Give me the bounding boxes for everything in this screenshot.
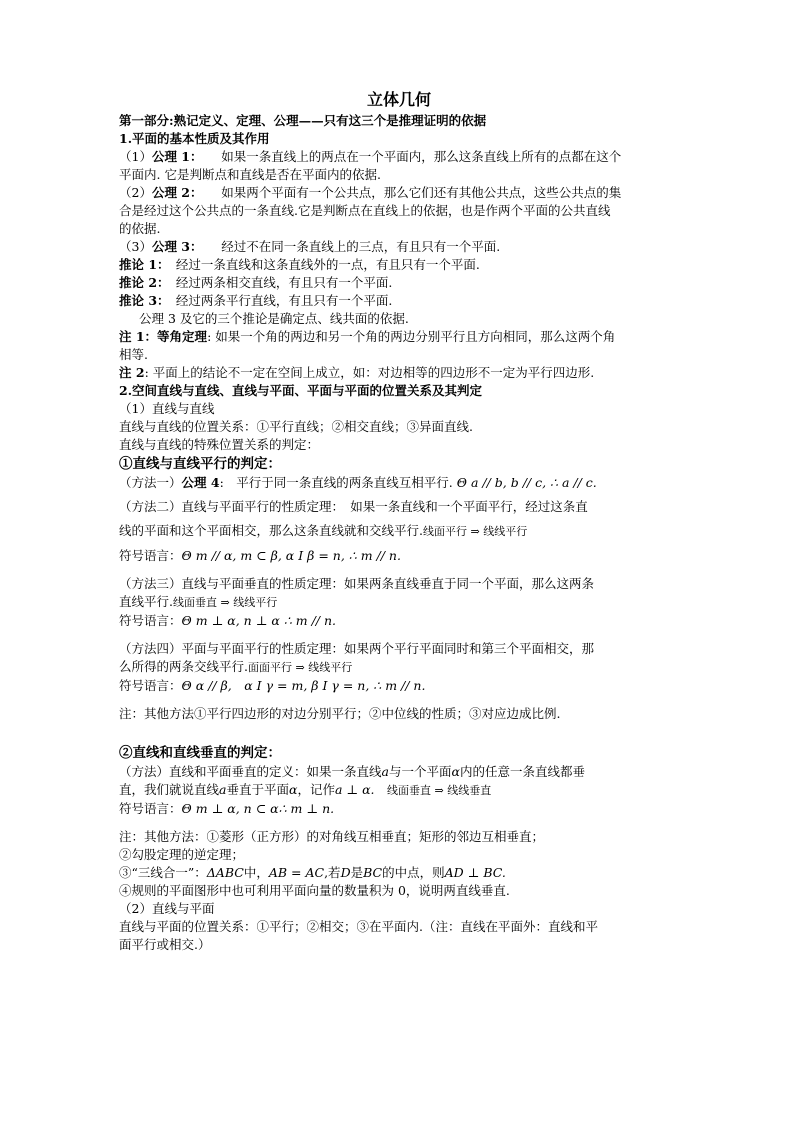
note2-line: 注 2: 平面上的结论不一定在空间上成立，如：对边相等的四边形不一定为平行四边形. — [119, 365, 595, 380]
method4-line2: 么所得的两条交线平行.面面平行 ⇒ 线线平行 — [119, 659, 353, 674]
note1-line2: 相等. — [119, 347, 148, 362]
section1-heading: 1.平面的基本性质及其作用 — [119, 131, 270, 146]
method2-line1: （方法二）直线与平面平行的性质定理： 如果一条直线和一个平面平行，经过这条直 — [119, 499, 588, 514]
axiom2-line3: 的依据. — [119, 221, 161, 236]
line-plane-relations-2: 面平行或相交.） — [119, 937, 211, 952]
subsection-line-line: （1）直线与直线 — [119, 401, 215, 416]
perpendicular-heading: ②直线和直线垂直的判定： — [119, 745, 281, 761]
special-relations: 直线与直线的特殊位置关系的判定： — [119, 437, 320, 452]
method4-symbol: 符号语言：Θ α // β, α I γ = m, β I γ = n, ∴ m // n. — [119, 678, 426, 693]
perp-def-line2: 直，我们就说直线a垂直于平面α，记作a ⊥ α. 线面垂直 ⇒ 线线垂直 — [119, 782, 492, 797]
subsection-line-plane: （2）直线与平面 — [119, 901, 215, 916]
method2-symbol: 符号语言：Θ m // α, m ⊂ β, α I β = n, ∴ m // n. — [119, 548, 401, 563]
perp-symbol: 符号语言：Θ m ⊥ α, n ⊂ α∴ m ⊥ n. — [119, 801, 335, 816]
part-heading: 第一部分:熟记定义、定理、公理——只有这三个是推理证明的依据 — [119, 113, 487, 128]
corollary-note: 公理 3 及它的三个推论是确定点、线共面的依据. — [139, 311, 409, 326]
corollary2: 推论 2： 经过两条相交直线，有且只有一个平面. — [119, 275, 393, 290]
corollary3: 推论 3： 经过两条平行直线，有且只有一个平面. — [119, 293, 393, 308]
other-methods-perp-3: ③“三线合一”：ΔABC中，AB = AC,若D是BC的中点，则AD ⊥ BC. — [119, 865, 506, 880]
line-plane-relations-1: 直线与平面的位置关系：①平行；②相交；③在平面内.（注：直线在平面外：直线和平 — [119, 919, 598, 934]
perp-def-line1: （方法）直线和平面垂直的定义：如果一条直线a与一个平面α内的任意一条直线都垂 — [119, 764, 585, 779]
method3-symbol: 符号语言：Θ m ⊥ α, n ⊥ α ∴ m // n. — [119, 613, 337, 628]
axiom3-line: （3）公理 3： 经过不在同一条直线上的三点，有且只有一个平面. — [119, 239, 501, 254]
axiom1-line1: （1）公理 1： 如果一条直线上的两点在一个平面内，那么这条直线上所有的点都在这个 — [119, 149, 622, 164]
axiom2-line1: （2）公理 2： 如果两个平面有一个公共点，那么它们还有其他公共点，这些公共点的集 — [119, 185, 622, 200]
other-methods-perp-1: 注：其他方法：①菱形（正方形）的对角线互相垂直；矩形的邻边互相垂直； — [119, 829, 545, 844]
parallel-heading: ①直线与直线平行的判定： — [119, 456, 281, 472]
axiom2-line2: 合是经过这个公共点的一条直线.它是判断点在直线上的依据，也是作两个平面的公共直线 — [119, 203, 611, 218]
other-methods-parallel: 注：其他方法①平行四边形的对边分别平行；②中位线的性质；③对应边成比例. — [119, 706, 561, 721]
method2-line2: 线的平面和这个平面相交，那么这条直线就和交线平行.线面平行 ⇒ 线线平行 — [119, 523, 528, 538]
note1-line1: 注 1：等角定理: 如果一个角的两边和另一个角的两边分别平行且方向相同，那么这两个角 — [119, 329, 616, 344]
method3-line1: （方法三）直线与平面垂直的性质定理：如果两条直线垂直于同一个平面，那么这两条 — [119, 576, 595, 591]
corollary1: 推论 1： 经过一条直线和这条直线外的一点，有且只有一个平面. — [119, 257, 480, 272]
other-methods-perp-2: ②勾股定理的逆定理； — [119, 847, 245, 862]
axiom1-line2: 平面内. 它是判断点和直线是否在平面内的依据. — [119, 167, 381, 182]
method1-line: （方法一）公理 4: 平行于同一条直线的两条直线互相平行. Θ a // b, b // c, ∴ a // c. — [119, 475, 597, 490]
other-methods-perp-4: ④规则的平面图形中也可利用平面向量的数量积为 0，说明两直线垂直. — [119, 883, 510, 898]
method3-line2: 直线平行.线面垂直 ⇒ 线线平行 — [119, 594, 278, 609]
doc-title: 立体几何 — [366, 90, 431, 109]
section2-heading: 2.空间直线与直线、直线与平面、平面与平面的位置关系及其判定 — [119, 383, 483, 398]
method4-line1: （方法四）平面与平面平行的性质定理：如果两个平行平面同时和第三个平面相交，那 — [119, 641, 595, 656]
line-relations: 直线与直线的位置关系：①平行直线；②相交直线；③异面直线. — [119, 419, 473, 434]
document-page — [119, 88, 679, 954]
